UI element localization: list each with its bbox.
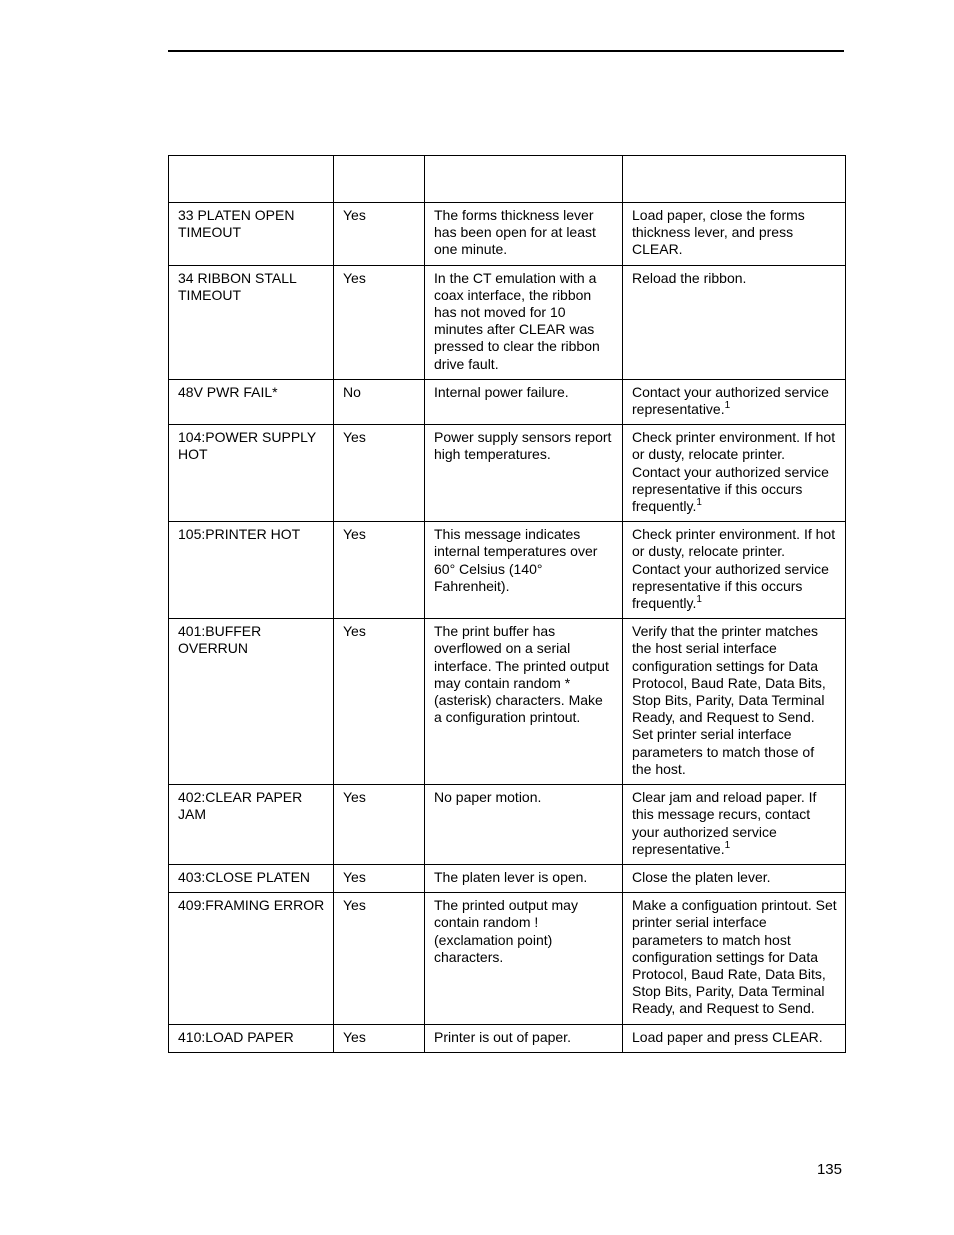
action-cell [623, 522, 846, 619]
explanation-cell: Power supply sensors report high temperatures. [425, 425, 623, 522]
header-rule [168, 50, 844, 52]
action-text: Reload the ribbon. [632, 269, 747, 286]
action-cell [623, 619, 846, 785]
table-row [169, 893, 846, 1024]
resettable-cell: Yes [334, 522, 425, 619]
explanation-cell: No paper motion. [425, 785, 623, 865]
message-cell: 34 RIBBON STALL TIMEOUT [169, 265, 334, 379]
action-cell [623, 785, 846, 865]
resettable-cell: No [334, 379, 425, 424]
explanation-cell: This message indicates internal temperatures over 60° Celsius (140° Fahrenheit). [425, 522, 623, 619]
table-row [169, 785, 846, 865]
footnote-marker: 1 [696, 594, 702, 606]
header-cell-message [169, 156, 334, 203]
table-header-row [169, 156, 846, 203]
action-text: Load paper and press CLEAR. [632, 1028, 823, 1045]
table-row [169, 265, 846, 379]
explanation-cell: The forms thickness lever has been open for at least one minute. [425, 203, 623, 266]
action-text: Verify that the printer matches the host serial interface configuration settings for Data Protocol, Baud Rate, Data Bits, Stop Bits, Parity, Data Terminal Ready, and Request to Send. Set printer serial interface parameters to match those of the host. [632, 623, 826, 777]
resettable-cell: Yes [334, 785, 425, 865]
table-row [169, 379, 846, 424]
explanation-cell: In the CT emulation with a coax interface, the ribbon has not moved for 10 minutes after CLEAR was pressed to clear the ribbon drive fault. [425, 265, 623, 379]
message-cell: 33 PLATEN OPEN TIMEOUT [169, 203, 334, 266]
page-number: 135 [816, 1161, 842, 1178]
explanation-cell: Printer is out of paper. [425, 1024, 623, 1052]
resettable-cell: Yes [334, 1024, 425, 1052]
action-text: Make a configuation printout. Set printer serial interface parameters to match host configuration settings for Data Protocol, Baud Rate, Data Bits, Stop Bits, Parity, Data Terminal Ready, and Request to Send. [632, 897, 837, 1017]
footnote-marker: 1 [724, 400, 731, 412]
explanation-cell: The platen lever is open. [425, 864, 623, 892]
action-text: Load paper, close the forms thickness lever, and press CLEAR. [632, 207, 805, 258]
table-row [169, 425, 846, 522]
message-cell: 409:FRAMING ERROR [169, 893, 334, 1024]
action-text: Close the platen lever. [632, 868, 771, 885]
table-row [169, 864, 846, 892]
action-cell [623, 203, 846, 266]
message-cell: 402:CLEAR PAPER JAM [169, 785, 334, 865]
message-cell: 104:POWER SUPPLY HOT [169, 425, 334, 522]
table-row [169, 619, 846, 785]
header-cell-explanation [425, 156, 623, 203]
resettable-cell: Yes [334, 265, 425, 379]
resettable-cell: Yes [334, 893, 425, 1024]
message-cell: 48V PWR FAIL* [169, 379, 334, 424]
action-text: Check printer environment. If hot or dusty, relocate printer. Contact your authorized service representative if this occurs frequently. [632, 526, 836, 612]
action-cell [623, 265, 846, 379]
action-text: Check printer environment. If hot or dusty, relocate printer. Contact your authorized service representative if this occurs frequently. [632, 429, 836, 515]
action-cell [623, 1024, 846, 1052]
action-cell [623, 893, 846, 1024]
resettable-cell: Yes [334, 864, 425, 892]
table-row [169, 522, 846, 619]
message-cell: 403:CLOSE PLATEN [169, 864, 334, 892]
message-cell: 105:PRINTER HOT [169, 522, 334, 619]
footnote-marker: 1 [724, 839, 731, 851]
resettable-cell: Yes [334, 619, 425, 785]
table-row [169, 1024, 846, 1052]
action-text: Contact your authorized service representative. [632, 383, 829, 418]
table-row [169, 203, 846, 266]
header-cell-action [623, 156, 846, 203]
header-cell-resettable [334, 156, 425, 203]
resettable-cell: Yes [334, 425, 425, 522]
action-text: Clear jam and reload paper. If this message recurs, contact your authorized service representative. [632, 789, 817, 857]
action-cell [623, 864, 846, 892]
message-cell: 410:LOAD PAPER [169, 1024, 334, 1052]
message-cell: 401:BUFFER OVERRUN [169, 619, 334, 785]
resettable-cell: Yes [334, 203, 425, 266]
explanation-cell: The print buffer has overflowed on a serial interface. The printed output may contain random * (asterisk) characters. Make a configuration printout. [425, 619, 623, 785]
error-message-table [168, 155, 846, 1053]
explanation-cell: The printed output may contain random ! (exclamation point) characters. [425, 893, 623, 1024]
action-cell [623, 379, 846, 424]
action-cell [623, 425, 846, 522]
footnote-marker: 1 [696, 497, 702, 509]
explanation-cell: Internal power failure. [425, 379, 623, 424]
